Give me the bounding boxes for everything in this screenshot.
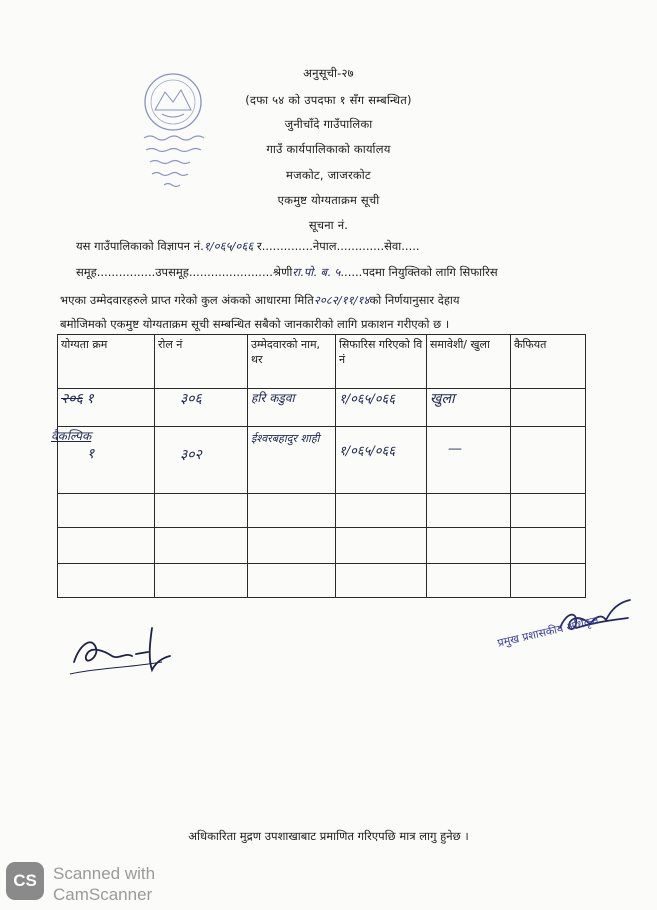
cell-name [248, 493, 336, 527]
cell-category [427, 528, 511, 564]
table-row [58, 389, 586, 427]
cell-adv [336, 427, 427, 494]
municipality-name: जुनीचाँदे गाउँपालिका [284, 117, 373, 131]
struck-rank: २०६ [61, 391, 83, 408]
body-line-1 [76, 238, 616, 254]
cell-rank [58, 389, 155, 427]
notice-number: सूचना नं. [308, 218, 349, 232]
body-text: को निर्णयानुसार देहाय [369, 293, 460, 307]
cell-roll [155, 528, 248, 564]
candidate-name: ईश्वरबहादुर शाही [251, 432, 320, 446]
column-header-recommendation: सिफारिस गरिएको वि नं [336, 335, 427, 389]
table-header-row [58, 335, 586, 389]
body-text: ........उपसमूह.......................श्रेणी [126, 265, 293, 279]
cell-roll [155, 389, 248, 427]
body-line-4: बमोजिमको एकमुष्ट योग्यताक्रम सूची सम्बन्धित सबैको जानकारीको लागि प्रकाशन गरीएको छ । [60, 317, 450, 331]
cell-rank [58, 493, 155, 527]
handwritten-grade: रा.पो. ब. ५ [292, 265, 341, 279]
cell-name [248, 389, 336, 427]
candidate-name: हरि कडुवा [251, 391, 295, 406]
office-address: मजकोट, जाजरकोट [286, 168, 371, 182]
camscanner-logo-icon: CS [6, 862, 44, 900]
cell-category [427, 389, 511, 427]
cell-category [427, 493, 511, 527]
table-row [58, 427, 586, 494]
category-value: खुला [430, 391, 455, 408]
roll-value: ३०६ [180, 391, 202, 408]
column-header-roll: रोल नं [155, 335, 248, 389]
roll-value: ३०२ [180, 447, 202, 464]
handwritten-date: २०८२/११/१४ [313, 293, 370, 307]
cell-remark [511, 493, 586, 527]
cell-roll [155, 493, 248, 527]
body-line-2 [76, 264, 616, 280]
cell-remark [511, 427, 586, 494]
cell-category [427, 563, 511, 597]
cell-rank [58, 563, 155, 597]
footer-note: अधिकारिता मुद्रण उपशाखाबाट प्रमाणित गरिएपछि मात्र लागु हुनेछ । [188, 829, 469, 843]
office-name: गाउँ कार्यपालिकाको कार्यालय [266, 142, 391, 156]
body-text: समूह........ [76, 265, 127, 279]
body-text: भएका उम्मेदवारहरुले प्राप्त गरेको कुल अंकको आधारमा मिति [60, 293, 314, 307]
section-reference: (दफा ५४ को उपदफा १ सँग सम्बन्धित) [245, 93, 412, 107]
body-text: ......पदमा नियुक्तिको लागि सिफारिस [340, 265, 498, 279]
cell-remark [511, 528, 586, 564]
cell-category [427, 427, 511, 494]
column-header-remarks: कैफियत [511, 335, 586, 389]
cell-name [248, 427, 336, 494]
schedule-title: अनुसूची-२७ [303, 66, 354, 80]
alternate-label: वैकल्पिक [51, 429, 92, 444]
handwritten-advert-number: १/०६५/०६६ [203, 239, 254, 253]
cell-roll [155, 427, 248, 494]
document-title: एकमुष्ट योग्यताक्रम सूची [277, 193, 380, 207]
rank-value: १ [87, 446, 95, 463]
left-signature-icon [66, 622, 178, 680]
officer-stamp: प्रमुख प्रशासकीय अधिकृत [496, 613, 600, 650]
cell-adv [336, 493, 427, 527]
table-row [58, 563, 586, 597]
cell-name [248, 563, 336, 597]
advert-number: १/०६५/०६६ [339, 444, 396, 460]
cell-rank [58, 528, 155, 564]
table-row [58, 493, 586, 527]
table-row [58, 528, 586, 564]
cell-remark [511, 389, 586, 427]
cell-roll [155, 563, 248, 597]
rank-value: १ [86, 391, 94, 408]
cell-name [248, 528, 336, 564]
cell-remark [511, 563, 586, 597]
body-text: यस गाउँपालिकाको विज्ञापन नं. [76, 239, 204, 253]
scanner-text-line2: CamScanner [53, 885, 153, 904]
merit-list-table [51, 334, 586, 598]
cell-rank [51, 427, 155, 494]
advert-number: १/०६५/०६६ [339, 392, 396, 408]
column-header-rank: योग्यता क्रम [58, 335, 155, 389]
cell-adv [336, 563, 427, 597]
category-value: — [448, 441, 462, 458]
scanner-text-line1: Scanned with [53, 864, 156, 883]
cell-adv [336, 528, 427, 564]
body-text: र..............नेपाल.............सेवा..... [257, 239, 420, 253]
column-header-category: समावेशी/ खुला [427, 335, 511, 389]
body-line-3 [60, 292, 620, 308]
column-header-name: उम्मेदवारको नाम, थर [248, 335, 336, 389]
cell-adv [336, 389, 427, 427]
